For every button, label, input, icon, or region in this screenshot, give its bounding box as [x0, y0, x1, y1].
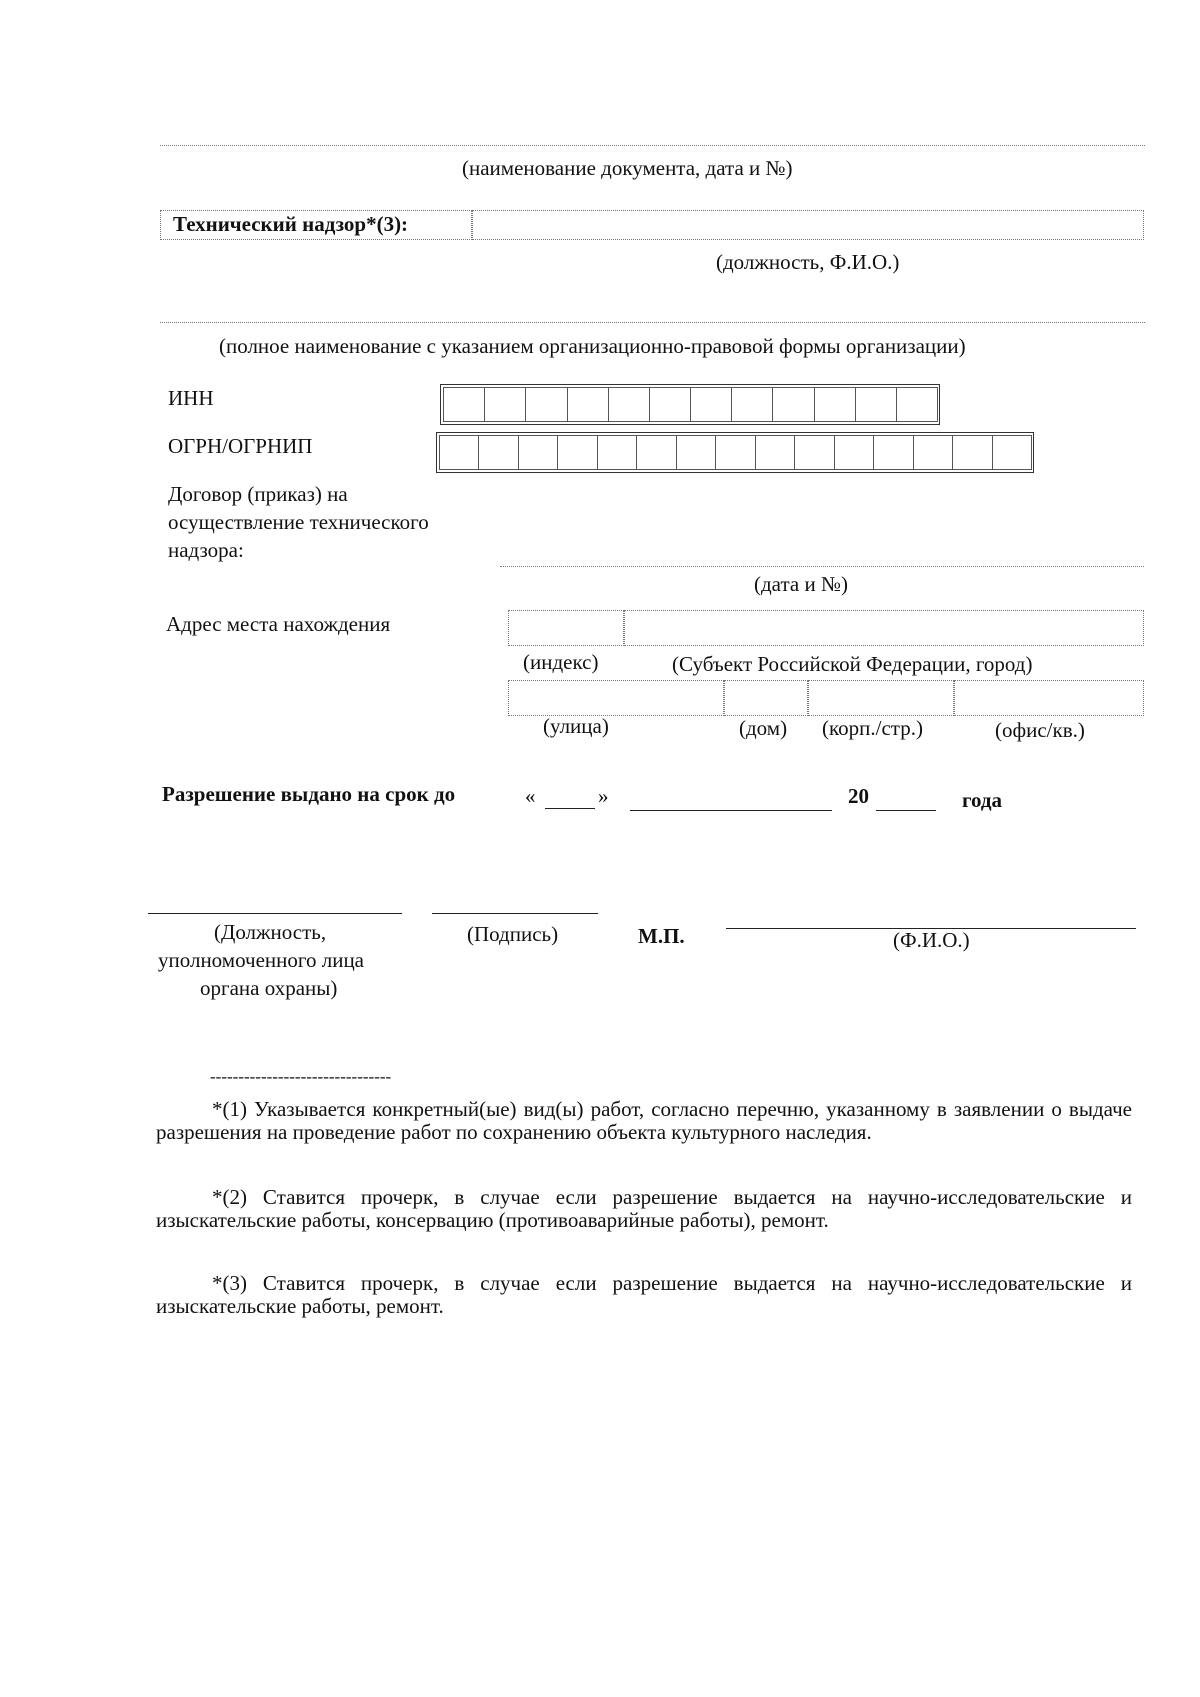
footnote-1-text: *(1) Указывается конкретный(ые) вид(ы) работ, согласно перечню, указанному в заявлении о выдаче разрешения на проведение работ по сохранению объекта культурного наследия. — [156, 1097, 1132, 1144]
street-input[interactable] — [508, 680, 724, 716]
footnote-1 — [156, 1098, 1132, 1144]
ogrn-digit-cell[interactable] — [952, 435, 992, 470]
signature-caption: (Подпись) — [467, 922, 559, 946]
building-input[interactable] — [808, 680, 954, 716]
position-caption-line-1: (Должность, — [214, 920, 327, 944]
position-fio-caption: (должность, Ф.И.О.) — [716, 250, 900, 274]
ogrn-digit-cell[interactable] — [439, 435, 479, 470]
inn-digit-cell[interactable] — [525, 387, 567, 422]
ogrn-digit-cell[interactable] — [676, 435, 716, 470]
fio-caption: (Ф.И.О.) — [893, 928, 970, 952]
inn-digit-cell[interactable] — [731, 387, 773, 422]
footnote-3-text: *(3) Ставится прочерк, в случае если разрешение выдается на научно-исследовательские и изыскательские работы, ремонт. — [156, 1271, 1132, 1318]
stamp-place: М.П. — [638, 924, 685, 948]
region-city-input[interactable] — [624, 610, 1144, 646]
document-name-caption: (наименование документа, дата и №) — [462, 156, 793, 180]
footnote-2-text: *(2) Ставится прочерк, в случае если разрешение выдается на научно-исследовательские и изыскательские работы, консервацию (противоаварийные работы), ремонт. — [156, 1185, 1132, 1232]
region-city-caption: (Субъект Российской Федерации, город) — [672, 652, 1033, 676]
signature-line[interactable] — [432, 913, 598, 914]
office-caption: (офис/кв.) — [995, 718, 1085, 742]
inn-digit-cell[interactable] — [896, 387, 938, 422]
inn-cells[interactable] — [440, 384, 940, 425]
validity-day-field[interactable] — [545, 808, 595, 809]
inn-digit-cell[interactable] — [690, 387, 732, 422]
ogrn-digit-cell[interactable] — [794, 435, 834, 470]
open-quote: « — [525, 784, 536, 808]
ogrn-digit-cell[interactable] — [873, 435, 913, 470]
footnote-separator: -------------------------------- — [210, 1067, 392, 1086]
address-label: Адрес места нахождения — [166, 612, 391, 636]
year-word: года — [962, 788, 1003, 812]
contract-label-line-2: осуществление технического — [168, 510, 429, 534]
inn-digit-cell[interactable] — [608, 387, 650, 422]
validity-label: Разрешение выдано на срок до — [162, 782, 456, 806]
validity-month-field[interactable] — [630, 810, 832, 811]
contract-label-line-1: Договор (приказ) на — [168, 482, 348, 506]
validity-year-field[interactable] — [876, 810, 936, 811]
ogrn-digit-cell[interactable] — [913, 435, 953, 470]
inn-digit-cell[interactable] — [567, 387, 609, 422]
position-caption-line-2: уполномоченного лица — [158, 948, 365, 972]
inn-digit-cell[interactable] — [772, 387, 814, 422]
contract-date-number-caption: (дата и №) — [754, 572, 848, 596]
century-prefix: 20 — [848, 784, 869, 808]
ogrn-digit-cell[interactable] — [715, 435, 755, 470]
contract-label-line-3: надзора: — [168, 538, 244, 562]
postal-index-input[interactable] — [508, 610, 624, 646]
ogrn-digit-cell[interactable] — [992, 435, 1032, 470]
inn-digit-cell[interactable] — [484, 387, 526, 422]
ogrn-digit-cell[interactable] — [755, 435, 795, 470]
ogrn-label: ОГРН/ОГРНИП — [168, 434, 313, 458]
ogrn-digit-cell[interactable] — [557, 435, 597, 470]
building-caption: (корп./стр.) — [822, 716, 923, 740]
document-name-line — [160, 145, 1145, 146]
tech-supervision-label: Технический надзор*(3): — [173, 212, 409, 236]
street-caption: (улица) — [543, 714, 609, 738]
inn-digit-cell[interactable] — [855, 387, 897, 422]
organization-name-line[interactable] — [160, 322, 1145, 323]
ogrn-cells[interactable] — [436, 432, 1034, 473]
footnote-2 — [156, 1186, 1132, 1232]
ogrn-digit-cell[interactable] — [597, 435, 637, 470]
ogrn-digit-cell[interactable] — [518, 435, 558, 470]
close-quote: » — [598, 784, 609, 808]
inn-label: ИНН — [168, 386, 214, 410]
contract-date-number-line[interactable] — [500, 566, 1144, 567]
position-signature-line[interactable] — [148, 913, 402, 914]
inn-digit-cell[interactable] — [649, 387, 691, 422]
house-caption: (дом) — [739, 716, 788, 740]
position-caption-line-3: органа охраны) — [200, 976, 338, 1000]
office-input[interactable] — [954, 680, 1144, 716]
ogrn-digit-cell[interactable] — [636, 435, 676, 470]
house-input[interactable] — [724, 680, 808, 716]
ogrn-digit-cell[interactable] — [478, 435, 518, 470]
inn-digit-cell[interactable] — [814, 387, 856, 422]
organization-name-caption: (полное наименование с указанием организационно-правовой формы организации) — [219, 334, 966, 358]
inn-digit-cell[interactable] — [443, 387, 485, 422]
tech-supervision-input[interactable] — [472, 210, 1144, 240]
postal-index-caption: (индекс) — [523, 650, 599, 674]
ogrn-digit-cell[interactable] — [834, 435, 874, 470]
footnote-3 — [156, 1272, 1132, 1318]
